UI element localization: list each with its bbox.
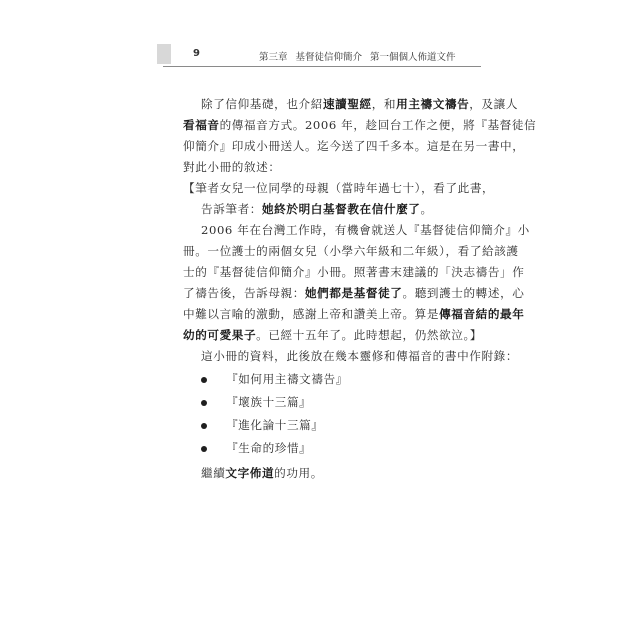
list-item: 『生命的珍惜』 <box>226 441 312 455</box>
list-item: 『如何用主禱文禱告』 <box>226 372 348 386</box>
paragraph-line: 仰簡介』印成小冊送人。迄今送了四千多本。這是在另一書中， <box>183 139 525 153</box>
bullet-dot-icon <box>201 377 207 383</box>
bullet-dot-icon <box>201 423 207 429</box>
bullet-dot-icon <box>201 400 207 406</box>
paragraph-line: 對此小冊的敘述： <box>183 160 281 174</box>
quote-line: 冊。一位護士的兩個女兒（小學六年級和二年級），看了給該護 <box>183 244 519 258</box>
quote-line: 中難以言喻的激動，感謝上帝和讚美上帝。算是傳福音結的最年 <box>183 307 525 321</box>
quote-line: 2006 年在台灣工作時，有機會就送人『基督徒信仰簡介』小 <box>201 223 530 237</box>
running-header <box>163 44 481 67</box>
quote-line: 幼的可愛果子。已經十五年了。此時想起，仍然欲泣。】 <box>183 328 483 342</box>
quote-line: 士的『基督徒信仰簡介』小冊。照著書末建議的「決志禱告」作 <box>183 265 525 279</box>
bullet-dot-icon <box>201 446 207 452</box>
quote-line: 告訴筆者：她終於明白基督教在信什麼了。 <box>201 202 433 216</box>
quote-line: 【筆者女兒一位同學的母親（當時年過七十），看了此書， <box>183 181 495 195</box>
header-chapter-title: 基督徒信仰簡介 <box>295 52 363 63</box>
header-section: 第一個個人佈道文件 <box>370 52 456 63</box>
header-chapter: 第三章 <box>259 52 288 63</box>
page-number: 9 <box>193 48 200 59</box>
closing-line: 繼續文字佈道的功用。 <box>201 466 323 480</box>
list-item: 『壞族十三篇』 <box>226 395 312 409</box>
header-title <box>259 49 456 63</box>
list-item: 『進化論十三篇』 <box>226 418 324 432</box>
header-tab-marker <box>157 44 171 64</box>
quote-line: 了禱告後，告訴母親：她們都是基督徒了。聽到護士的轉述，心 <box>183 286 525 300</box>
paragraph-line: 看福音的傳福音方式。2006 年，趁回台工作之便，將『基督徒信 <box>183 118 537 132</box>
paragraph-line: 這小冊的資料，此後放在幾本靈修和傳福音的書中作附錄： <box>201 349 519 363</box>
paragraph-line: 除了信仰基礎，也介紹速讀聖經，和用主禱文禱告，及讓人 <box>201 97 519 111</box>
